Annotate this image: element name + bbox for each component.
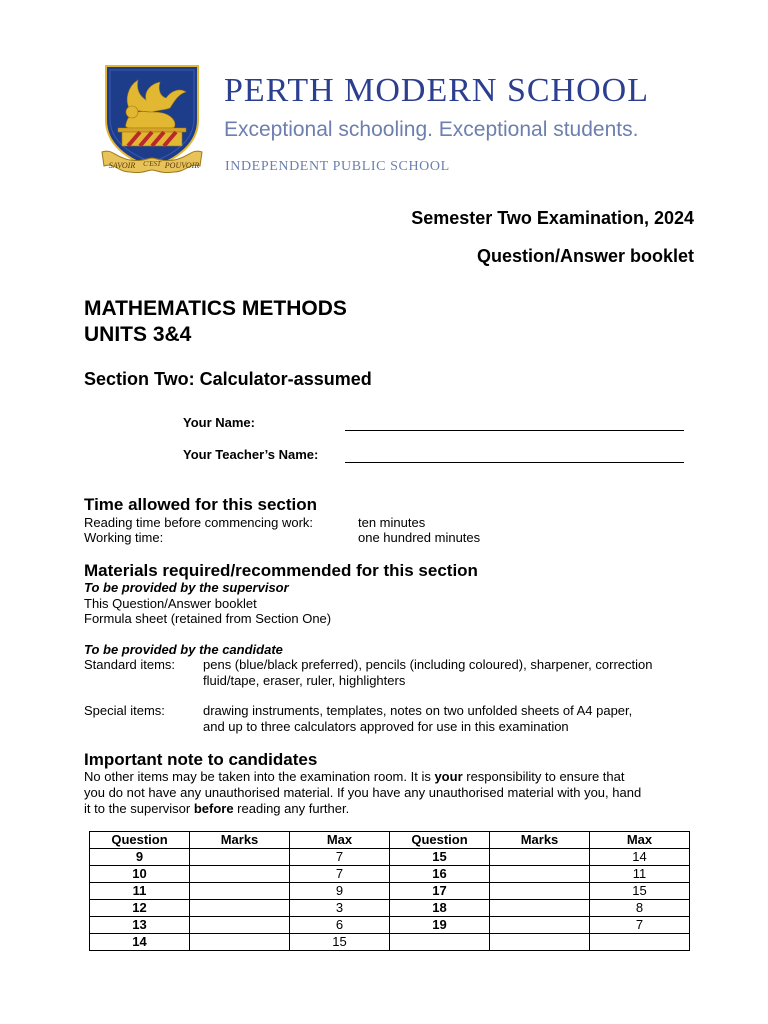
your-name-field[interactable] [345, 430, 684, 431]
special-items-text: and up to three calculators approved for use in this examination [203, 719, 569, 734]
school-crest-logo [100, 62, 204, 176]
marks-cell[interactable] [190, 917, 290, 934]
subject-units: UNITS 3&4 [84, 323, 192, 346]
table-row [90, 934, 690, 951]
materials-heading: Materials required/recommended for this section [84, 561, 478, 580]
max-cell [590, 934, 690, 951]
max-cell: 11 [590, 866, 690, 883]
marks-cell[interactable] [190, 934, 290, 951]
subject-title: MATHEMATICS METHODS [84, 297, 347, 320]
your-name-label: Your Name: [183, 415, 255, 430]
standard-items-text: fluid/tape, eraser, ruler, highlighters [203, 673, 406, 688]
teacher-name-label: Your Teacher’s Name: [183, 447, 319, 462]
candidate-heading: To be provided by the candidate [84, 642, 283, 657]
time-heading: Time allowed for this section [84, 495, 318, 514]
motto-word-1: SAVOIR [108, 161, 136, 170]
special-items-text: drawing instruments, templates, notes on two unfolded sheets of A4 paper, [203, 703, 633, 718]
marks-cell[interactable] [190, 900, 290, 917]
special-items-label: Special items: [84, 703, 165, 718]
max-cell: 7 [290, 866, 390, 883]
question-cell: 18 [390, 900, 490, 917]
important-line-2: you do not have any unauthorised material. If you have any unauthorised material with you, hand [84, 785, 642, 800]
marks-cell[interactable] [490, 917, 590, 934]
standard-items-text: pens (blue/black preferred), pencils (including coloured), sharpener, correction [203, 657, 653, 672]
crest-stripes [122, 132, 182, 146]
exam-title: Semester Two Examination, 2024 [411, 208, 694, 228]
marks-cell[interactable] [190, 883, 290, 900]
question-cell: 10 [90, 866, 190, 883]
question-cell: 16 [390, 866, 490, 883]
marks-cell[interactable] [190, 866, 290, 883]
table-row [90, 866, 690, 883]
max-cell: 3 [290, 900, 390, 917]
important-line-1: No other items may be taken into the examination room. It is your responsibility to ensure that [84, 769, 625, 784]
question-cell [390, 934, 490, 951]
max-cell: 15 [590, 883, 690, 900]
supervisor-item: This Question/Answer booklet [84, 596, 257, 611]
col-header: Question [390, 832, 490, 849]
booklet-title: Question/Answer booklet [476, 246, 694, 266]
motto-word-2: C'EST [143, 160, 161, 168]
important-line-3: it to the supervisor before reading any further. [84, 801, 350, 816]
question-cell: 19 [390, 917, 490, 934]
max-cell: 8 [590, 900, 690, 917]
question-cell: 17 [390, 883, 490, 900]
max-cell: 15 [290, 934, 390, 951]
marks-cell[interactable] [490, 883, 590, 900]
table-row [90, 917, 690, 934]
col-header: Max [590, 832, 690, 849]
max-cell: 7 [290, 849, 390, 866]
marks-cell[interactable] [490, 866, 590, 883]
question-cell: 12 [90, 900, 190, 917]
max-cell: 9 [290, 883, 390, 900]
table-row [90, 900, 690, 917]
school-tagline: Exceptional schooling. Exceptional students. [224, 118, 639, 141]
motto-word-3: POUVOIR [164, 161, 200, 170]
section-title: Section Two: Calculator-assumed [84, 369, 372, 389]
max-cell: 6 [290, 917, 390, 934]
important-heading: Important note to candidates [84, 750, 318, 769]
question-cell: 9 [90, 849, 190, 866]
question-cell: 14 [90, 934, 190, 951]
col-header: Question [90, 832, 190, 849]
col-header: Marks [190, 832, 290, 849]
table-row [90, 849, 690, 866]
school-subtitle: INDEPENDENT PUBLIC SCHOOL [225, 159, 450, 174]
standard-items-label: Standard items: [84, 657, 176, 672]
table-row [90, 883, 690, 900]
working-time-label: Working time: [84, 530, 164, 545]
marks-cell[interactable] [490, 900, 590, 917]
reading-time-label: Reading time before commencing work: [84, 515, 314, 530]
working-time-value: one hundred minutes [358, 530, 481, 545]
marks-cell[interactable] [490, 934, 590, 951]
marks-cell[interactable] [490, 849, 590, 866]
question-cell: 13 [90, 917, 190, 934]
school-name: PERTH MODERN SCHOOL [224, 72, 649, 109]
reading-time-value: ten minutes [358, 515, 426, 530]
teacher-name-field[interactable] [345, 462, 684, 463]
marks-table [89, 831, 690, 951]
max-cell: 7 [590, 917, 690, 934]
question-cell: 15 [390, 849, 490, 866]
col-header: Marks [490, 832, 590, 849]
supervisor-heading: To be provided by the supervisor [84, 580, 289, 595]
max-cell: 14 [590, 849, 690, 866]
supervisor-item: Formula sheet (retained from Section One) [84, 611, 332, 626]
col-header: Max [290, 832, 390, 849]
table-header-row [90, 832, 690, 849]
question-cell: 11 [90, 883, 190, 900]
marks-cell[interactable] [190, 849, 290, 866]
